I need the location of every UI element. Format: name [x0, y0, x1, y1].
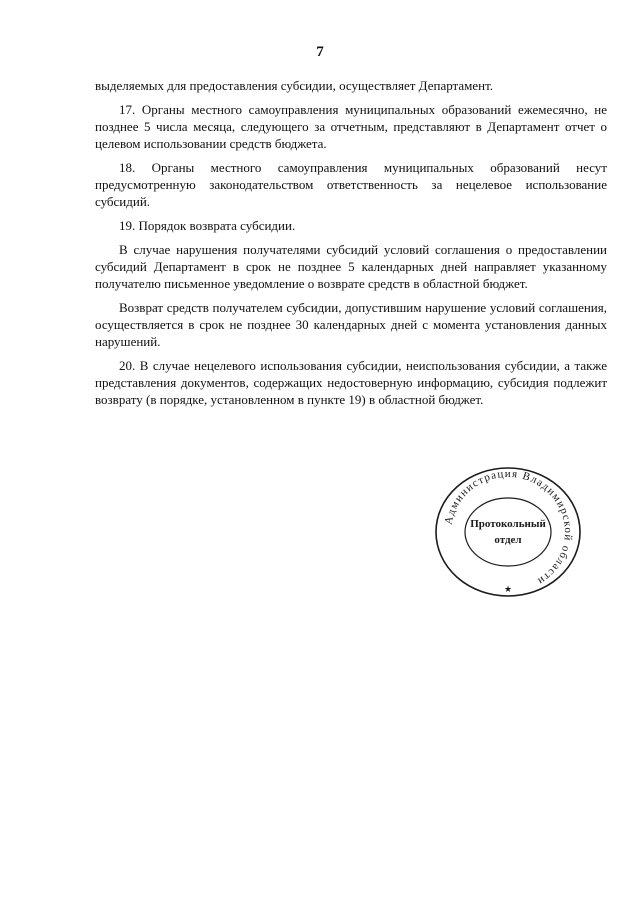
seal-star-icon: ★ [503, 584, 513, 594]
official-seal-stamp [432, 465, 584, 600]
seal-center-line-2: отдел [494, 534, 522, 546]
seal-graphic [432, 465, 584, 600]
document-body [95, 77, 607, 415]
paragraph-19-heading: 19. Порядок возврата субсидии. [119, 218, 296, 233]
paragraph-19-refund: Возврат средств получателем субсидии, допустившим нарушение условий соглашения, осуществляется в срок не позднее 30 календарных дней с момента установления данных нарушений. [95, 300, 607, 349]
page-number: 7 [316, 44, 324, 60]
seal-center-line-1: Протокольный [470, 518, 546, 530]
seal-ring-text: Администрация Владимирской области [442, 467, 575, 588]
paragraph-intro: выделяемых для предоставления субсидии, осуществляет Департамент. [95, 78, 494, 93]
paragraph-18: 18. Органы местного самоуправления муниципальных образований несут предусмотренную законодательством ответственность за нецелевое использование субсидий. [95, 160, 607, 209]
seal-outer-ring [436, 468, 580, 596]
paragraph-19-violation: В случае нарушения получателями субсидий условий соглашения о предоставлении субсидий Департамент в срок не позднее 5 календарных дней направляет указанному получателю письменное уведомление о возврате средств в областной бюджет. [95, 242, 607, 291]
seal-inner-ring [465, 498, 551, 566]
paragraph-20: 20. В случае нецелевого использования субсидии, неиспользования субсидии, а также представления документов, содержащих недостоверную информацию, субсидия подлежит возврату (в порядке, установленном в пункте 19) в областной бюджет. [95, 358, 607, 407]
paragraph-17: 17. Органы местного самоуправления муниципальных образований ежемесячно, не позднее 5 числа месяца, следующего за отчетным, представляют в Департамент отчет о целевом использовании средств бюджета. [95, 102, 607, 151]
